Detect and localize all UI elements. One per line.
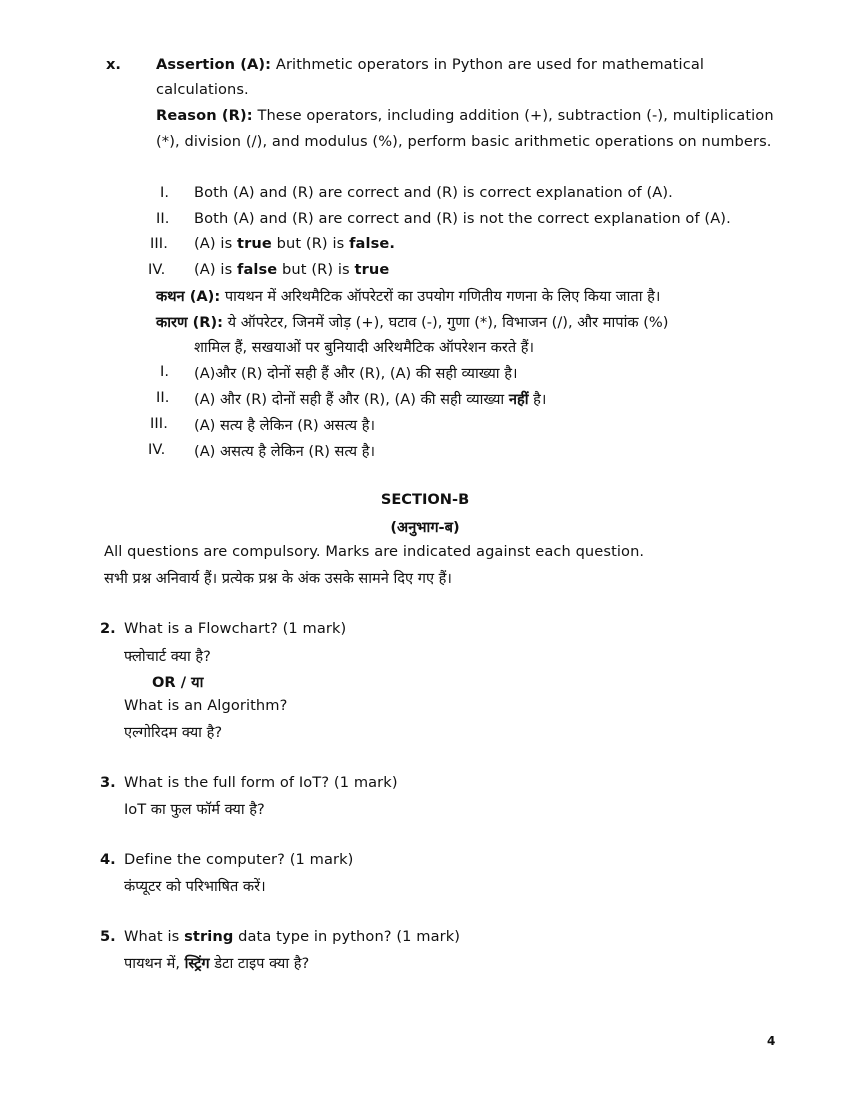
question-text: What is a Flowchart? (1 mark) [124,620,347,637]
option-hi-3: (A) सत्य है लेकिन (R) असत्य है। [194,417,376,434]
question-text-hindi: फ्लोचार्ट क्या है? [124,648,211,665]
or-separator: OR / या [152,674,204,691]
assertion-label-hindi: कथन (A): [156,288,221,305]
reason-line-1 [156,107,774,124]
question-number: x. [106,56,121,73]
question-text: Define the computer? (1 mark) [124,851,354,868]
question-number: 4. [100,851,116,868]
option-en-4: (A) is false but (R) is true [194,261,390,278]
section-title: SECTION-B [380,491,470,508]
option-number: III. [150,415,168,432]
option-hi-2: (A) और (R) दोनों सही हैं और (R), (A) की सही व्याख्या नहीं है। [194,391,547,408]
reason-hindi-line-2: शामिल हैं, सखयाओं पर बुनियादी अरिथमैटिक ऑपरेशन करते हैं। [194,339,535,356]
option-hi-1: (A)और (R) दोनों सही हैं और (R), (A) की सही व्याख्या है। [194,365,518,382]
reason-label: Reason (R): [156,107,253,124]
option-en-2: Both (A) and (R) are correct and (R) is not the correct explanation of (A). [194,210,731,227]
reason-text: These operators, including addition (+), subtraction (-), multiplication [257,107,774,124]
reason-line-2: (*), division (/), and modulus (%), perform basic arithmetic operations on numbers. [156,133,772,150]
option-number: I. [160,184,170,201]
alternate-question-text-hindi: एल्गोरिदम क्या है? [124,724,223,741]
question-text-hindi: कंप्यूटर को परिभाषित करें। [124,878,266,895]
question-text-hindi: IoT का फुल फॉर्म क्या है? [124,801,265,818]
section-instructions-hindi: सभी प्रश्न अनिवार्य हैं। प्रत्येक प्रश्न के अंक उसके सामने दिए गए हैं। [104,570,452,587]
option-number: III. [150,235,168,252]
section-instructions: All questions are compulsory. Marks are indicated against each question. [104,543,645,560]
assertion-text: Arithmetic operators in Python are used for mathematical [275,56,705,73]
question-text: What is string data type in python? (1 mark) [124,928,461,945]
question-text: What is the full form of IoT? (1 mark) [124,774,398,791]
option-number: II. [156,389,170,406]
reason-hindi-line-1: कारण (R): ये ऑपरेटर, जिनमें जोड़ (+), घटाव (-), गुणा (*), विभाजन (/), और मापांक (%) [156,314,669,331]
option-en-1: Both (A) and (R) are correct and (R) is correct explanation of (A). [194,184,673,201]
assertion-line-2: calculations. [156,81,249,98]
reason-label-hindi: कारण (R): [156,314,224,331]
question-number: 3. [100,774,116,791]
section-title-hindi: (अनुभाग-ब) [390,519,460,536]
option-number: II. [156,210,170,227]
option-number: IV. [148,441,166,458]
question-text-hindi: पायथन में, स्ट्रिंग डेटा टाइप क्या है? [124,955,310,972]
option-en-3: (A) is true but (R) is false. [194,235,396,252]
question-number: 2. [100,620,116,637]
option-hi-4: (A) असत्य है लेकिन (R) सत्य है। [194,443,376,460]
assertion-hindi: कथन (A): पायथन में अरिथमैटिक ऑपरेटरों का उपयोग गणितीय गणना के लिए किया जाता है। [156,288,661,305]
question-number: 5. [100,928,116,945]
alternate-question-text: What is an Algorithm? [124,697,288,714]
page-number: 4 [767,1034,776,1048]
assertion-line-1 [156,56,704,73]
assertion-label: Assertion (A): [156,56,272,73]
option-number: I. [160,363,170,380]
option-number: IV. [148,261,166,278]
